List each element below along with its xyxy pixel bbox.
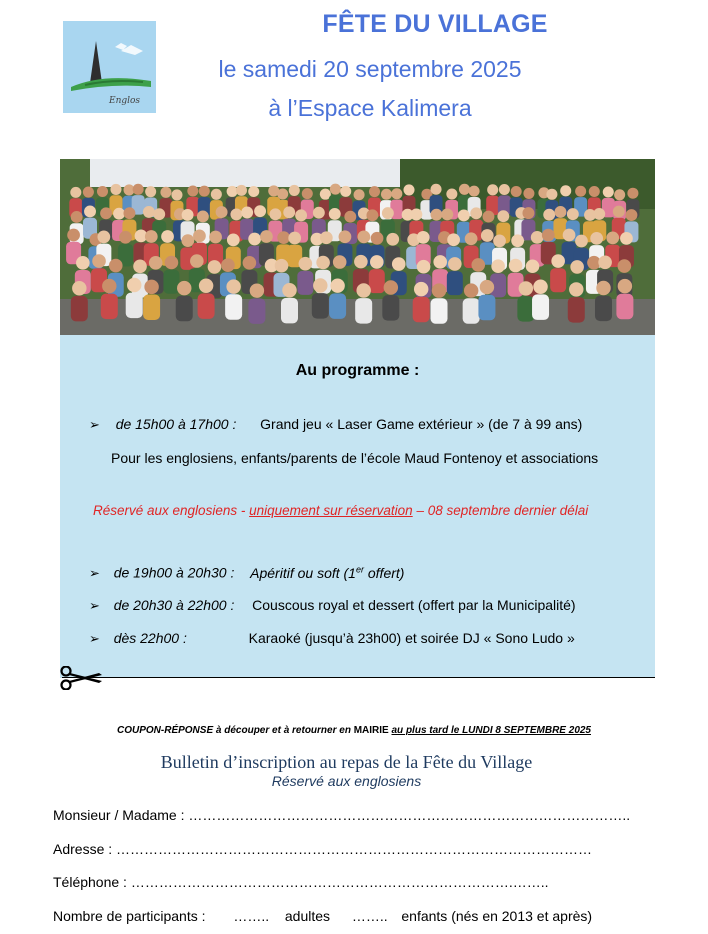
- crowd-person-body: [198, 293, 215, 319]
- crowd-person-head: [254, 205, 266, 217]
- crowd-person-head: [386, 233, 399, 246]
- crowd-person-body: [382, 295, 399, 321]
- crowd-person-head: [275, 259, 289, 273]
- crowd-person-head: [384, 280, 398, 294]
- coupon-instructions: COUPON-RÉPONSE à découper et à retourner en MAIRIE au plus tard le LUNDI 8 SEPTEMBRE 2025: [117, 725, 591, 736]
- cut-line: [62, 677, 655, 678]
- crowd-person-body: [71, 296, 88, 322]
- crowd-person-head: [590, 232, 603, 245]
- crowd-person-head: [133, 184, 144, 195]
- crowd-person-head: [589, 186, 600, 197]
- crowd-person-head: [551, 254, 565, 268]
- crowd-person-head: [493, 234, 506, 247]
- crowd-person-head: [145, 230, 158, 243]
- crowd-person-head: [567, 208, 579, 220]
- crowd-person-head: [483, 211, 495, 223]
- crowd-person-head: [370, 255, 384, 269]
- crowd-person-head: [230, 208, 242, 220]
- arrow-bullet-icon: ➢: [89, 631, 100, 646]
- item-description: Grand jeu « Laser Game extérieur » (de 7 à 99 ans): [260, 416, 583, 432]
- crowd-person-head: [83, 187, 94, 198]
- crowd-person-head: [199, 186, 210, 197]
- crowd-person-head: [431, 209, 443, 221]
- crowd-person-head: [465, 232, 478, 245]
- crowd-person-head: [313, 207, 325, 219]
- crowd-person-head: [123, 207, 135, 219]
- item-time: de 19h00 à 20h30 :: [113, 564, 235, 581]
- crowd-person-head: [177, 281, 191, 295]
- crowd-person-head: [487, 184, 498, 195]
- crowd-person-head: [102, 279, 116, 293]
- crowd-person-head: [410, 209, 422, 221]
- crowd-person-head: [511, 186, 522, 197]
- crowd-person-body: [463, 298, 480, 324]
- crowd-person-head: [392, 257, 406, 271]
- crowd-person-head: [570, 260, 584, 274]
- crowd-person-head: [356, 283, 370, 297]
- program-item-laser-game: [89, 416, 582, 433]
- crowd-person-head: [299, 257, 313, 271]
- arrow-bullet-icon: ➢: [89, 565, 100, 581]
- crowd-person-body: [568, 297, 585, 323]
- crowd-person-head: [221, 258, 235, 272]
- crowd-person-body: [281, 298, 298, 324]
- crowd-person-head: [250, 283, 264, 297]
- crowd-person-head: [226, 279, 240, 293]
- crowd-person-head: [171, 189, 182, 200]
- crowd-person-body: [297, 271, 313, 295]
- crowd-person-head: [403, 184, 414, 195]
- crowd-person-head: [613, 206, 625, 218]
- group-photo: [60, 159, 655, 335]
- crowd-person-head: [369, 186, 380, 197]
- reservation-text: Réservé aux englosiens -: [93, 503, 250, 518]
- crowd-person-head: [340, 186, 351, 197]
- crowd-person-head: [417, 260, 431, 274]
- crowd-person-head: [84, 206, 96, 218]
- crowd-person-head: [193, 229, 206, 242]
- crowd-person-head: [227, 234, 240, 247]
- bulletin-title: Bulletin d’inscription au repas de la Fête du Village: [160, 752, 533, 772]
- crowd-person-body: [532, 294, 549, 320]
- logo-script: Englos: [109, 96, 141, 106]
- crowd-person-body: [447, 271, 463, 295]
- crowd-person-head: [248, 233, 261, 246]
- crowd-person-head: [295, 209, 307, 221]
- crowd-person-head: [414, 282, 428, 296]
- crowd-person-head: [491, 259, 505, 273]
- crowd-person-head: [76, 256, 90, 270]
- crowd-person-head: [542, 229, 555, 242]
- crowd-person-head: [432, 283, 446, 297]
- children-dots[interactable]: ……..: [351, 908, 388, 924]
- crowd-person-head: [209, 231, 222, 244]
- crowd-person-head: [522, 207, 534, 219]
- item-time: de 15h00 à 17h00 :: [115, 416, 237, 432]
- crowd-person-head: [469, 186, 480, 197]
- crowd-person-head: [190, 254, 204, 268]
- crowd-person-head: [431, 184, 442, 195]
- crowd-person-head: [302, 188, 313, 199]
- crowd-person-head: [593, 208, 605, 220]
- crowd-person-head: [499, 184, 510, 195]
- crowd-person-head: [533, 280, 547, 294]
- crowd-person-head: [241, 207, 253, 219]
- phone-label: Téléphone :: [53, 874, 131, 890]
- crowd-person-head: [181, 234, 194, 247]
- crowd-person-head: [330, 278, 344, 292]
- crowd-person-body: [616, 294, 633, 320]
- crowd-person-head: [216, 206, 228, 218]
- bulletin-subtitle: Réservé aux englosiens: [271, 773, 422, 789]
- crowd-person-head: [596, 281, 610, 295]
- crowd-person-head: [236, 185, 247, 196]
- crowd-person-head: [447, 233, 460, 246]
- name-field[interactable]: [53, 807, 630, 823]
- crowd-person-head: [330, 184, 341, 195]
- crowd-person-head: [211, 189, 222, 200]
- crowd-person-head: [546, 189, 557, 200]
- crowd-person-head: [208, 260, 222, 274]
- crowd-person-body: [517, 296, 534, 322]
- address-dots: …………………………………………………………………………………………: [116, 841, 593, 857]
- crowd-person-head: [277, 189, 288, 200]
- crowd-person-body: [369, 269, 385, 293]
- crowd-person-head: [459, 184, 470, 195]
- participants-label: Nombre de participants :: [53, 908, 206, 924]
- crowd-person-body: [248, 298, 265, 324]
- crowd-person-body: [550, 268, 566, 292]
- participants-field[interactable]: [53, 908, 592, 924]
- crowd-person-head: [606, 231, 619, 244]
- crowd-person-head: [97, 186, 108, 197]
- crowd-person-head: [531, 231, 544, 244]
- scissors-icon: [58, 666, 104, 690]
- crowd-person-head: [227, 186, 238, 197]
- crowd-person-head: [165, 256, 179, 270]
- crowd-person-head: [509, 259, 523, 273]
- crowd-person-body: [413, 297, 430, 323]
- crowd-person-head: [618, 279, 632, 293]
- crowd-person-head: [160, 187, 171, 198]
- crowd-person-head: [283, 206, 295, 218]
- crowd-person-head: [320, 231, 333, 244]
- crowd-person-head: [560, 185, 571, 196]
- crowd-person-head: [313, 278, 327, 292]
- crowd-person-head: [182, 209, 194, 221]
- crowd-person-head: [127, 278, 141, 292]
- crowd-person-head: [92, 254, 106, 268]
- crowd-person-head: [371, 232, 384, 245]
- adults-label: adultes: [284, 908, 331, 924]
- page-title: FÊTE DU VILLAGE: [322, 10, 548, 38]
- crowd-person-head: [144, 280, 158, 294]
- item-description: Couscous royal et dessert (offert par la Municipalité): [252, 597, 576, 613]
- crowd-person-head: [575, 186, 586, 197]
- crowd-person-head: [143, 206, 155, 218]
- crowd-person-head: [119, 231, 132, 244]
- phone-dots: ……………………………………………………………………….……..: [130, 874, 549, 890]
- crowd-person-head: [149, 256, 163, 270]
- crowd-person-head: [67, 229, 80, 242]
- crowd-person-head: [433, 255, 447, 269]
- reservation-notice: [93, 503, 588, 518]
- crowd-person-body: [143, 295, 160, 321]
- crowd-person-head: [569, 282, 583, 296]
- adults-dots[interactable]: ……..: [233, 908, 270, 924]
- crowd-person-head: [497, 210, 509, 222]
- crowd-person-body: [163, 270, 179, 294]
- item-time: de 20h30 à 22h00 :: [113, 597, 235, 613]
- crowd-person-head: [627, 188, 638, 199]
- crowd-person-head: [391, 188, 402, 199]
- crowd-person-head: [470, 207, 482, 219]
- crowd-person-head: [161, 230, 174, 243]
- address-label: Adresse :: [53, 841, 117, 857]
- crowd-person-head: [511, 234, 524, 247]
- crowd-person-head: [614, 189, 625, 200]
- crowd-person-body: [312, 293, 329, 319]
- crowd-person-head: [289, 185, 300, 196]
- item-description: Karaoké (jusqu’à 23h00) et soirée DJ « Sono Ludo »: [248, 630, 575, 646]
- crowd-person-head: [110, 184, 121, 195]
- crowd-person-head: [153, 208, 165, 220]
- crowd-person-head: [333, 255, 347, 269]
- crowd-person-head: [197, 210, 209, 222]
- crowd-person-body: [101, 294, 118, 320]
- crowd-person-body: [355, 298, 372, 324]
- crowd-person-head: [344, 211, 356, 223]
- name-label: Monsieur / Madame :: [53, 807, 189, 823]
- address-field[interactable]: [53, 841, 592, 857]
- crowd-person-head: [358, 231, 371, 244]
- crowd-person-head: [199, 279, 213, 293]
- crowd-person-head: [555, 206, 567, 218]
- crowd-person-head: [260, 230, 273, 243]
- crowd-person-head: [464, 283, 478, 297]
- crowd-person-head: [618, 259, 632, 273]
- crowd-person-head: [339, 230, 352, 243]
- crowd-person-head: [288, 232, 301, 245]
- program-heading: Au programme :: [295, 362, 420, 379]
- program-box: [60, 335, 655, 678]
- crowd-person-head: [71, 211, 83, 223]
- program-item-karaoke: [89, 630, 575, 647]
- crowd-person-head: [448, 257, 462, 271]
- crowd-person-head: [620, 232, 633, 245]
- crowd-person-head: [109, 259, 123, 273]
- program-item-aperitif: [89, 564, 404, 582]
- crowd-person-body: [595, 296, 612, 322]
- crowd-person-head: [316, 256, 330, 270]
- item-description: Apéritif ou soft (1er offert): [250, 564, 405, 581]
- crowd-person-head: [133, 260, 147, 274]
- name-dots: …………………………………………………………………………………..: [188, 807, 631, 823]
- crowd-person-body: [225, 294, 242, 320]
- phone-field[interactable]: [53, 874, 549, 890]
- crowd-person-head: [277, 231, 290, 244]
- crowd-person-head: [354, 189, 365, 200]
- crowd-person-head: [269, 208, 281, 220]
- crowd-person-head: [471, 258, 485, 272]
- crowd-person-head: [97, 230, 110, 243]
- crowd-person-body: [478, 295, 495, 321]
- crowd-person-head: [575, 235, 588, 248]
- crowd-person-head: [603, 186, 614, 197]
- crowd-person-head: [381, 189, 392, 200]
- crowd-person-head: [329, 208, 341, 220]
- crowd-person-head: [543, 209, 555, 221]
- children-label: enfants (nés en 2013 et après): [401, 908, 593, 924]
- crowd-person-head: [417, 231, 430, 244]
- crowd-person-head: [145, 186, 156, 197]
- crowd-person-head: [248, 186, 259, 197]
- crowd-person-head: [625, 209, 637, 221]
- crowd-person-head: [526, 259, 540, 273]
- crowd-person-head: [563, 229, 576, 242]
- crowd-person-body: [431, 298, 448, 324]
- crowd-person-head: [70, 187, 81, 198]
- program-note: Pour les englosiens, enfants/parents de l’école Maud Fontenoy et associations: [111, 450, 599, 466]
- crowd-person-head: [100, 207, 112, 219]
- crowd-person-head: [441, 208, 453, 220]
- crowd-person-head: [187, 185, 198, 196]
- crowd-person-head: [72, 281, 86, 295]
- crowd-person-body: [329, 293, 346, 319]
- crowd-person-head: [366, 209, 378, 221]
- crowd-person-head: [446, 188, 457, 199]
- item-time: dès 22h00 :: [113, 630, 187, 646]
- church-steeple-icon: [90, 41, 102, 83]
- crowd-person-head: [458, 210, 470, 222]
- crowd-person-head: [113, 208, 125, 220]
- reservation-deadline: – 08 septembre dernier délai: [412, 503, 589, 518]
- reservation-required: uniquement sur réservation: [249, 503, 413, 518]
- crowd-person-head: [523, 188, 534, 199]
- crowd-person-head: [598, 255, 612, 269]
- crowd-person-head: [282, 283, 296, 297]
- event-venue: à l’Espace Kalimera: [268, 95, 472, 121]
- arrow-bullet-icon: ➢: [89, 598, 100, 613]
- crowd-person-head: [243, 256, 257, 270]
- village-logo: [63, 21, 156, 113]
- arrow-bullet-icon: ➢: [89, 417, 100, 432]
- crowd-person-head: [354, 255, 368, 269]
- event-date: le samedi 20 septembre 2025: [218, 56, 522, 82]
- crowd-person-head: [480, 280, 494, 294]
- crowd-person-head: [382, 207, 394, 219]
- crowd-person-body: [176, 296, 193, 322]
- program-item-couscous: [89, 597, 576, 614]
- crowd-person-body: [126, 293, 143, 319]
- crowd-person-head: [481, 229, 494, 242]
- crowd-person-head: [519, 281, 533, 295]
